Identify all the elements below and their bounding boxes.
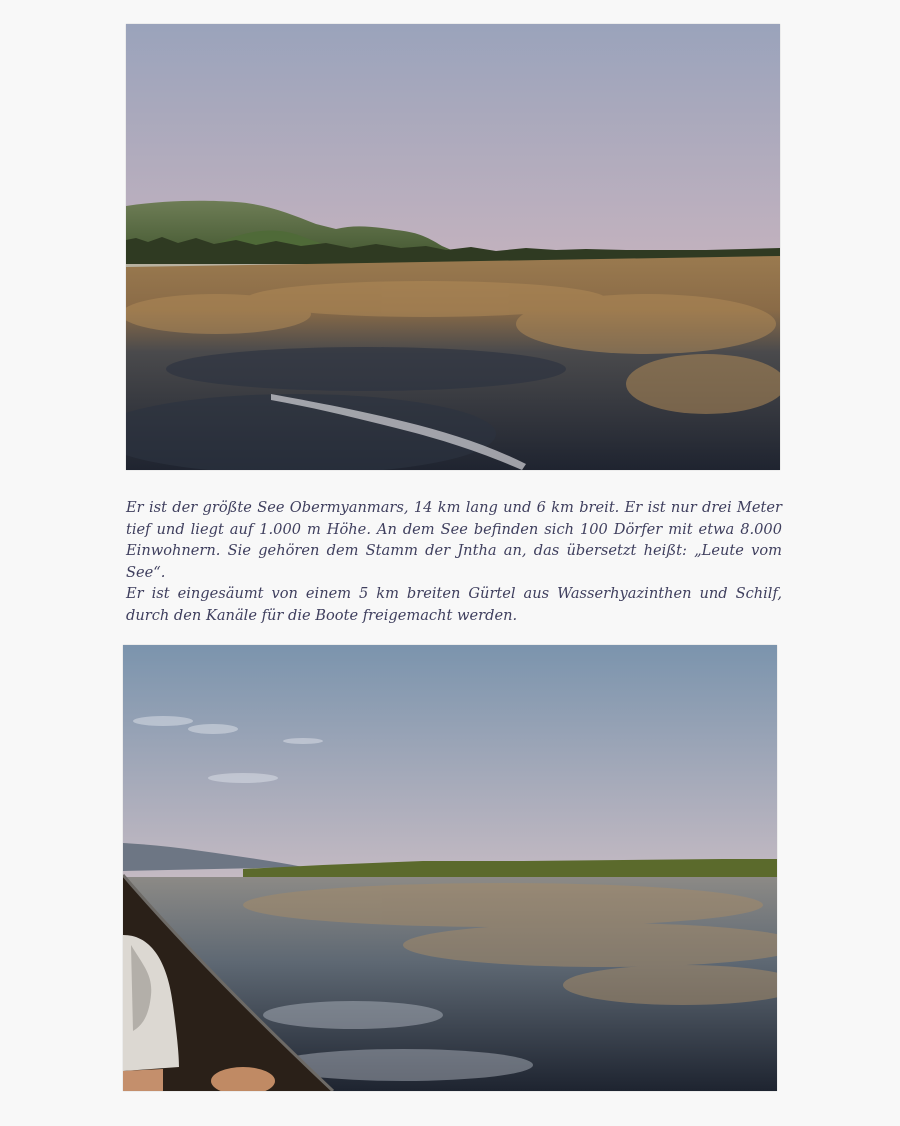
caption-paragraph-1: Er ist der größte See Obermyanmars, 14 km lang und 6 km breit. Er ist nur drei Meter tief und liegt auf 1.000 m Höhe. An dem See befinden sich 100 Dörfer mit etwa 8.000 Einwohnern. Sie gehören dem Stamm der Jntha an, das übersetzt heißt: „Leute vom See“.: [126, 499, 782, 581]
photo-caption: [126, 497, 782, 626]
lake-photo-top: [126, 24, 780, 470]
boat-on-lake-image: [123, 645, 777, 1091]
lake-photo-bottom: [123, 645, 777, 1091]
lake-landscape-image: [126, 24, 780, 470]
caption-paragraph-2: Er ist eingesäumt von einem 5 km breiten Gürtel aus Wasserhyazinthen und Schilf, durch den Kanäle für die Boote freigemacht werden.: [126, 585, 782, 624]
